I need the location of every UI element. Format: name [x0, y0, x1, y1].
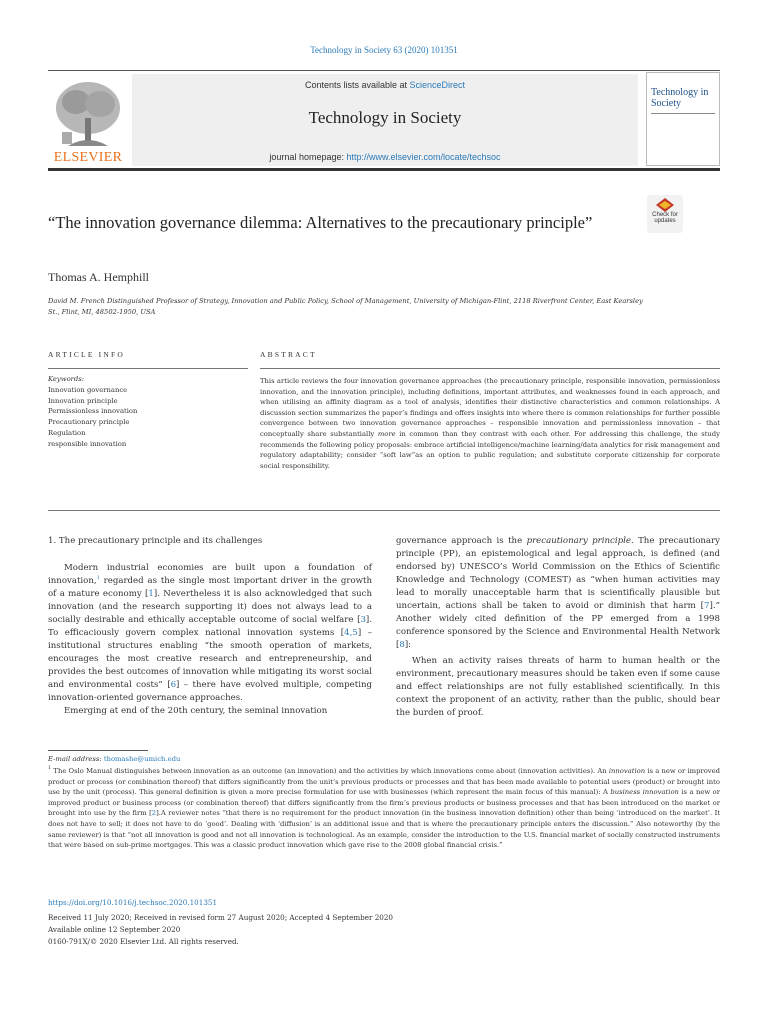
author-name[interactable]: Thomas A. Hemphill	[48, 270, 149, 284]
text: . The precautionary principle (PP), an epistemological and legal approach, is defined (and endorsed by) UNESCO’s World Commission on the Ethics of Scientific Knowledge and Technology (COMEST) as “when human activities may lead to morally unacceptable harm that is scientifically plausible but uncertain, actions shall be taken to avoid or diminish that harm [	[396, 536, 721, 611]
footnote-number: 1	[48, 765, 52, 771]
abstract-rule	[260, 368, 720, 369]
copyright-line: 0160-791X/© 2020 Elsevier Ltd. All rights reserved.	[48, 937, 239, 946]
text: regarded as the single most important driver in the growth of a mature economy [	[48, 576, 372, 599]
sciencedirect-link[interactable]: ScienceDirect	[409, 80, 466, 90]
text: ]. Nevertheless it is also acknowledged that such innovation (and the research supporting it) does not always lead to a socially desirable and ethically acceptable outcome of social welfare [	[48, 589, 373, 625]
text: Modern industrial economies are built upon a foundation of innovation,	[48, 563, 372, 586]
text: ] – institutional structures enabling “the smooth operation of markets, encourages the most creative research and entrepreneurship, and provides the best outcomes of innovation while mitigating its worst social and environmental costs” [	[48, 628, 372, 690]
citation-ref[interactable]: 6	[170, 680, 177, 690]
homepage-label: journal homepage:	[269, 152, 347, 162]
journal-citation[interactable]: Technology in Society 63 (2020) 101351	[310, 45, 458, 55]
citation-ref[interactable]: 1	[148, 589, 154, 599]
article-title: “The innovation governance dilemma: Alternatives to the precautionary principle”	[48, 213, 593, 232]
citation-ref[interactable]: 8	[399, 640, 405, 650]
abstract-part: in common than they contrast with each other. For addressing this challenge, the study recommends the following policy proposals: embrace artificial intelligence/machine learning/data analytics for risk management and regulatory adaptability; consider “soft law”as an option to public regulation; and substitute corporate citizenship for corporate social responsibility.	[260, 429, 720, 470]
cover-divider	[651, 113, 715, 115]
text: ]. To efficaciously govern complex national innovation systems [	[48, 615, 372, 638]
text: governance approach is the	[396, 536, 527, 546]
text: ].” Another widely cited definition of the PP emerged from a 1998 conference sponsored by the Science and Environmental Health Network [	[396, 601, 720, 650]
check-for-updates-label[interactable]: Check for updates	[652, 212, 678, 224]
text: is a new or improved product or business process (or combination thereof) that differs significantly from the firm’s previous products or business processes and that has been introduced on the market or brought into use by the firm [	[48, 788, 721, 818]
email-link[interactable]: thomashe@umich.edu	[103, 755, 181, 763]
keyword-item: Permissionless innovation	[48, 407, 138, 416]
text: ]:	[404, 640, 412, 650]
section-heading: 1. The precautionary principle and its challenges	[48, 536, 263, 546]
text: ] – there have evolved multiple, competing innovation-oriented governance approaches.	[48, 680, 373, 703]
received-dates: Received 11 July 2020; Received in revised form 27 August 2020; Accepted 4 September 2020	[48, 913, 394, 922]
body-column-right	[396, 535, 720, 720]
keyword-item: Innovation governance	[48, 385, 128, 394]
cover-top-bar	[647, 73, 719, 83]
email-footnote	[48, 754, 720, 765]
emphasis: innovation	[608, 767, 646, 775]
homepage-link[interactable]: http://www.elsevier.com/locate/techsoc	[346, 152, 501, 162]
article-info-heading: ARTICLE INFO	[48, 350, 125, 359]
contents-prefix: Contents lists available at	[304, 80, 410, 90]
contents-line	[132, 80, 638, 90]
abstract-end-rule	[48, 510, 720, 511]
block-quote: When an activity raises threats of harm to human health or the environment, precautionary measures should be taken even if some cause and effect relationships are not fully established scientifically. In this context the proponent of an activity, rather than the public, should bear the burden of proof.	[396, 656, 720, 718]
footnote-1	[48, 766, 720, 851]
author-affiliation: David M. French Distinguished Professor of Strategy, Innovation and Public Policy, School of Management, University of Michigan-Flint, 2118 Riverfront Center, East Kearsley St., Flint, MI, 48502-1950, USA	[48, 297, 643, 316]
text: is a new or improved product or process (or combination thereof) that differs significantly from the unit’s previous products or processes and that has been made available to potential users (product) or brought into use by the unit (process). This general definition is given a more precise formulation for use with businesses (which represent the main focus of this manual): A	[48, 767, 720, 797]
text: The Oslo Manual distinguishes between innovation as an outcome (an innovation) and the activities by which innovations come about (innovation activities). An	[53, 767, 609, 775]
keyword-item: Innovation principle	[48, 396, 118, 405]
keyword-item: responsible innovation	[48, 439, 127, 448]
publisher-wordmark[interactable]: ELSEVIER	[53, 150, 123, 165]
header-bottom-rule	[48, 168, 720, 171]
abstract-text	[260, 376, 720, 471]
emphasis: business innovation	[610, 788, 679, 797]
paragraph	[396, 535, 720, 652]
citation-ref[interactable]: 7	[704, 601, 710, 611]
keyword-item: Regulation	[48, 428, 86, 437]
emphasis: precautionary principle	[526, 536, 631, 546]
keywords-label: Keywords:	[48, 375, 85, 383]
body-column-left	[48, 535, 372, 718]
citation-ref[interactable]: 2	[151, 809, 157, 818]
journal-cover-thumbnail[interactable]	[646, 72, 720, 166]
keyword-item: Precautionary principle	[48, 418, 130, 427]
abstract-emphasis: more	[377, 429, 396, 438]
paragraph: Emerging at end of the 20th century, the seminal innovation	[64, 706, 328, 716]
journal-title: Technology in Society	[308, 108, 462, 127]
keywords-block	[48, 374, 137, 450]
available-online: Available online 12 September 2020	[48, 925, 181, 934]
abstract-part: This article reviews the four innovation governance approaches (the precautionary principle, responsible innovation, permissionless innovation, and the innovation principle), including definitions, important attributes, and weaknesses found in each approach, and when utilising an affinity diagram as a tool of analysis, identifies their distinctive characteristics and common relationships. A discussion section summarizes the paper’s findings and offers insights into where there is common relationships for further possible convergence between two innovation governance approaches – responsible innovation and permissionless innovation – that conceptually share substantially	[260, 377, 720, 438]
citation-ref[interactable]: 4,5	[344, 628, 358, 638]
doi-link[interactable]: https://doi.org/10.1016/j.techsoc.2020.101351	[48, 898, 218, 907]
footnote-ref[interactable]: 1	[96, 575, 100, 581]
email-label: E-mail address:	[48, 755, 104, 763]
journal-homepage-line	[132, 152, 638, 162]
citation-ref[interactable]: 3	[360, 615, 366, 625]
text: ].A reviewer notes “that there is no requirement for the product innovation (in the business innovation definition) other than being ‘introduced on the market’. It does not have to sell; it does not have to do ‘good’. Dealing with ‘diffusion’ is an additional issue and that is where the precautionary principle enters the discussion.” Also noteworthy (by the same reviewer) is that “not all innovation is good and not all innovation is technological. As an example, consider the introduction to the U.S. financial market of socially constructed instruments that were based on sub-prime mortgages. This was a classic product innovation which gave rise to the 2008 global financial crisis.”	[48, 809, 720, 850]
article-info-rule	[48, 368, 248, 369]
footnote-rule	[48, 750, 148, 751]
paragraph	[48, 562, 372, 705]
cover-title: Technology in Society	[651, 87, 709, 109]
header-top-rule	[48, 70, 720, 71]
abstract-heading: ABSTRACT	[260, 350, 317, 359]
